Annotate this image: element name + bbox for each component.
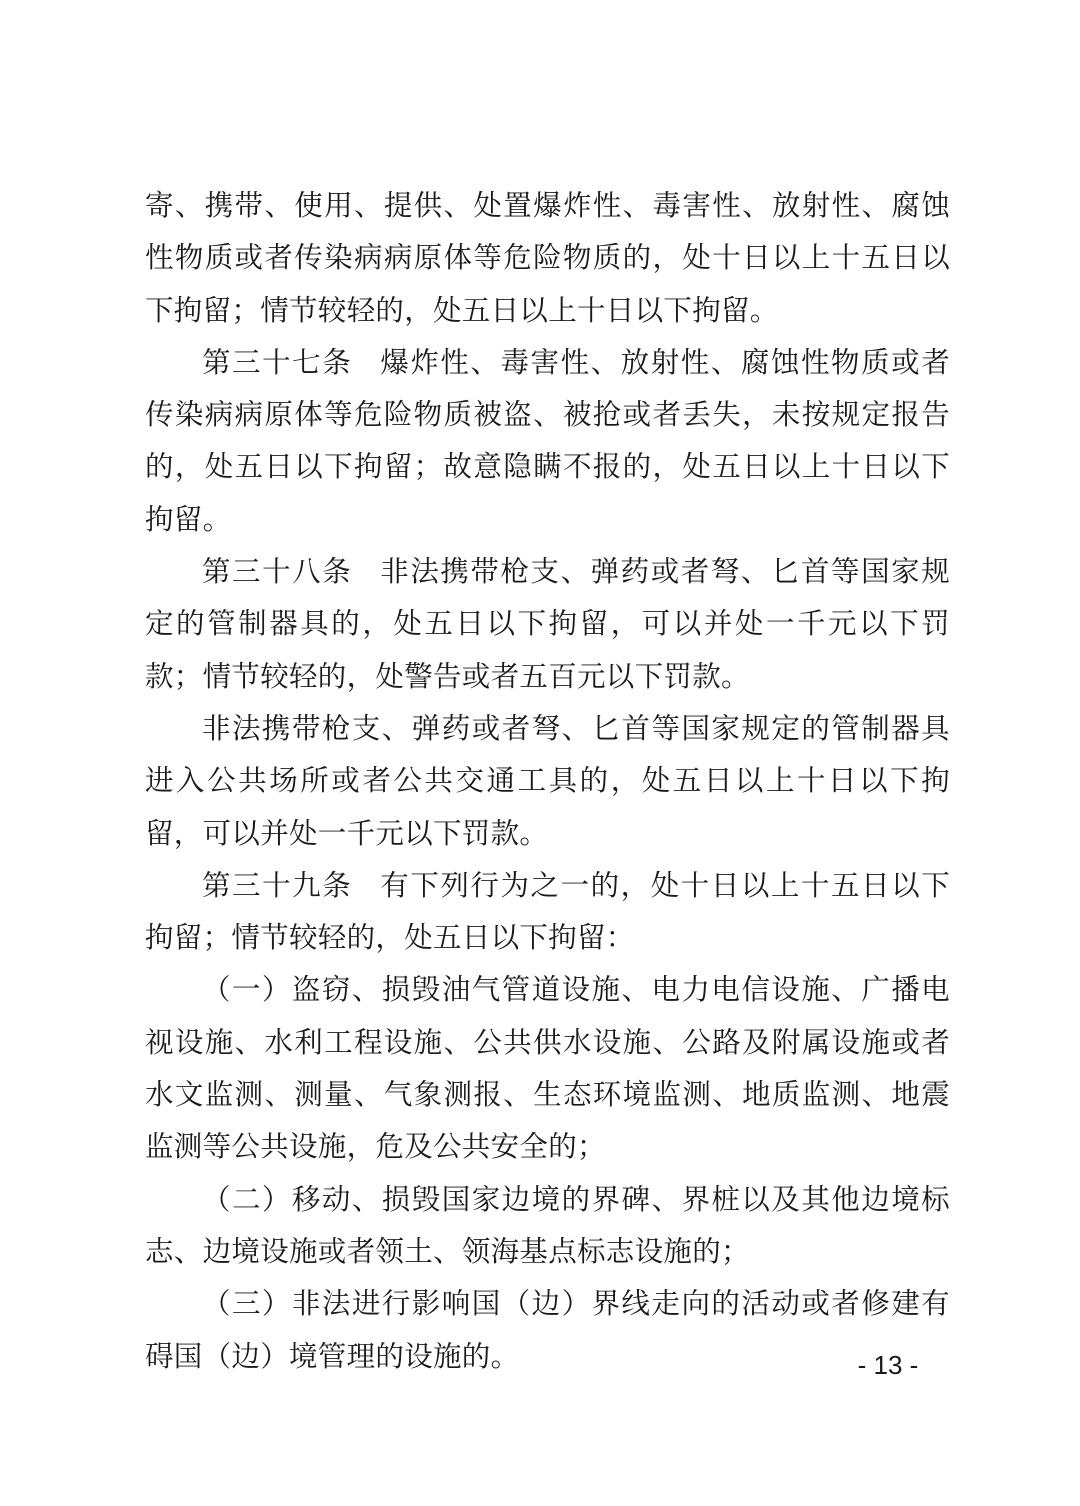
- paragraph-text: （一）盗窃、损毁油气管道设施、电力电信设施、广播电视设施、水利工程设施、公共供水设施、公路及附属设施或者水文监测、测量、气象测报、生态环境监测、地质监测、地震监测等公共设施，危及公共安全的；: [145, 973, 950, 1164]
- article-39-item-2: [145, 1174, 950, 1279]
- article-number: 第三十八条: [202, 555, 353, 589]
- paragraph-continuation: [145, 180, 950, 337]
- paragraph-text: 非法携带枪支、弹药或者弩、匕首等国家规定的管制器具的，处五日以下拘留，可以并处一千元以下罚款；情节较轻的，处警告或者五百元以下罚款。: [145, 555, 950, 693]
- article-39: [145, 860, 950, 965]
- article-38-clause-2: [145, 703, 950, 860]
- article-number: 第三十九条: [202, 868, 353, 902]
- article-39-item-3: [145, 1278, 950, 1383]
- article-39-item-1: [145, 964, 950, 1173]
- paragraph-text: 有下列行为之一的，处十日以上十五日以下拘留；情节较轻的，处五日以下拘留：: [145, 868, 950, 955]
- article-number: 第三十七条: [202, 345, 353, 379]
- paragraph-text: 爆炸性、毒害性、放射性、腐蚀性物质或者传染病病原体等危险物质被盗、被抢或者丢失，未按规定报告的，处五日以下拘留；故意隐瞒不报的，处五日以上十日以下拘留。: [145, 345, 950, 536]
- paragraph-text: （三）非法进行影响国（边）界线走向的活动或者修建有碍国（边）境管理的设施的。: [145, 1287, 950, 1373]
- paragraph-text: （二）移动、损毁国家边境的界碑、界桩以及其他边境标志、边境设施或者领土、领海基点标志设施的；: [145, 1182, 950, 1268]
- article-37: [145, 337, 950, 546]
- paragraph-text: 非法携带枪支、弹药或者弩、匕首等国家规定的管制器具进入公共场所或者公共交通工具的，处五日以上十日以下拘留，可以并处一千元以下罚款。: [145, 711, 950, 850]
- article-38: [145, 546, 950, 703]
- paragraph-text: 寄、携带、使用、提供、处置爆炸性、毒害性、放射性、腐蚀性物质或者传染病病原体等危险物质的，处十日以上十五日以下拘留；情节较轻的，处五日以上十日以下拘留。: [145, 189, 950, 327]
- page-number: - 13 -: [857, 1350, 919, 1380]
- document-body: [145, 180, 950, 1383]
